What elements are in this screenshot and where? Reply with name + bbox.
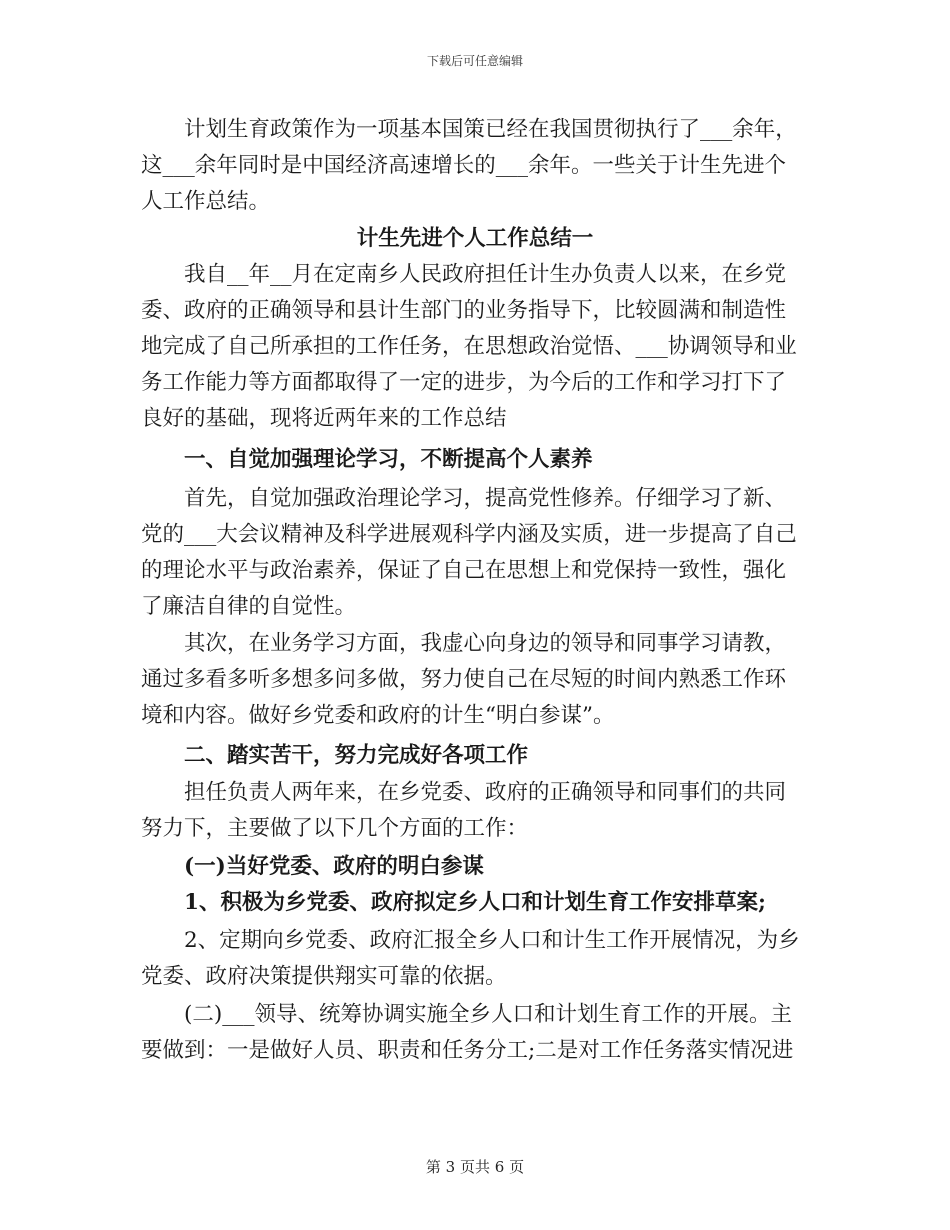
paragraph-line: 地完成了自己所承担的工作任务，在思想政治觉悟、___协调领导和业: [141, 334, 797, 359]
subheading-1: (一)当好党委、政府的明白参谋: [141, 854, 484, 879]
paragraph-line: 通过多看多听多想多问多做，努力使自己在尽短的时间内熟悉工作环: [141, 667, 787, 692]
paragraph-line: 人工作总结。: [141, 189, 271, 214]
paragraph-line: 其次，在业务学习方面，我虚心向身边的领导和同事学习请教，: [141, 631, 787, 656]
paragraph-line: (二)___领导、统筹协调实施全乡人口和计划生育工作的开展。主: [141, 1002, 793, 1027]
paragraph-line: 党的___大会议精神及科学进展观科学内涵及实质，进一步提高了自己: [141, 522, 797, 547]
paragraph-line: 2、定期向乡党委、政府汇报全乡人口和计生工作开展情况，为乡: [141, 928, 800, 953]
paragraph-line: 我自__年__月在定南乡人民政府担任计生办负责人以来，在乡党: [141, 262, 787, 287]
paragraph-line: 党委、政府决策提供翔实可靠的依据。: [141, 964, 507, 989]
paragraph-line: 首先，自觉加强政治理论学习，提高党性修养。仔细学习了新、: [141, 486, 787, 511]
paragraph-line: 了廉洁自律的自觉性。: [141, 594, 357, 619]
paragraph-line: 要做到：一是做好人员、职责和任务分工;二是对工作任务落实情况进: [141, 1038, 794, 1063]
section-title: 计生先进个人工作总结一: [356, 226, 594, 251]
paragraph-line: 计划生育政策作为一项基本国策已经在我国贯彻执行了___余年，: [141, 117, 797, 142]
paragraph-line: 努力下，主要做了以下几个方面的工作：: [141, 816, 529, 841]
paragraph-line: 境和内容。做好乡党委和政府的计生“明白参谋”。: [141, 703, 615, 728]
paragraph-line: 的理论水平与政治素养，保证了自己在思想上和党保持一致性，强化: [141, 558, 787, 583]
item-1: 1、积极为乡党委、政府拟定乡人口和计划生育工作安排草案;: [141, 890, 766, 915]
heading-1: 一、自觉加强理论学习，不断提高个人素养: [141, 447, 593, 472]
paragraph-line: 良好的基础，现将近两年来的工作总结: [141, 406, 507, 431]
paragraph-line: 这___余年同时是中国经济高速增长的___余年。一些关于计生先进个: [141, 153, 787, 178]
heading-2: 二、踏实苦干，努力完成好各项工作: [141, 743, 529, 768]
page-header: 下载后可任意编辑: [426, 54, 523, 68]
page-footer: 第 3 页共 6 页: [425, 1158, 525, 1176]
paragraph-line: 担任负责人两年来，在乡党委、政府的正确领导和同事们的共同: [141, 780, 787, 805]
paragraph-line: 务工作能力等方面都取得了一定的进步，为今后的工作和学习打下了: [141, 370, 787, 395]
paragraph-line: 委、政府的正确领导和县计生部门的业务指导下，比较圆满和制造性: [141, 298, 787, 323]
